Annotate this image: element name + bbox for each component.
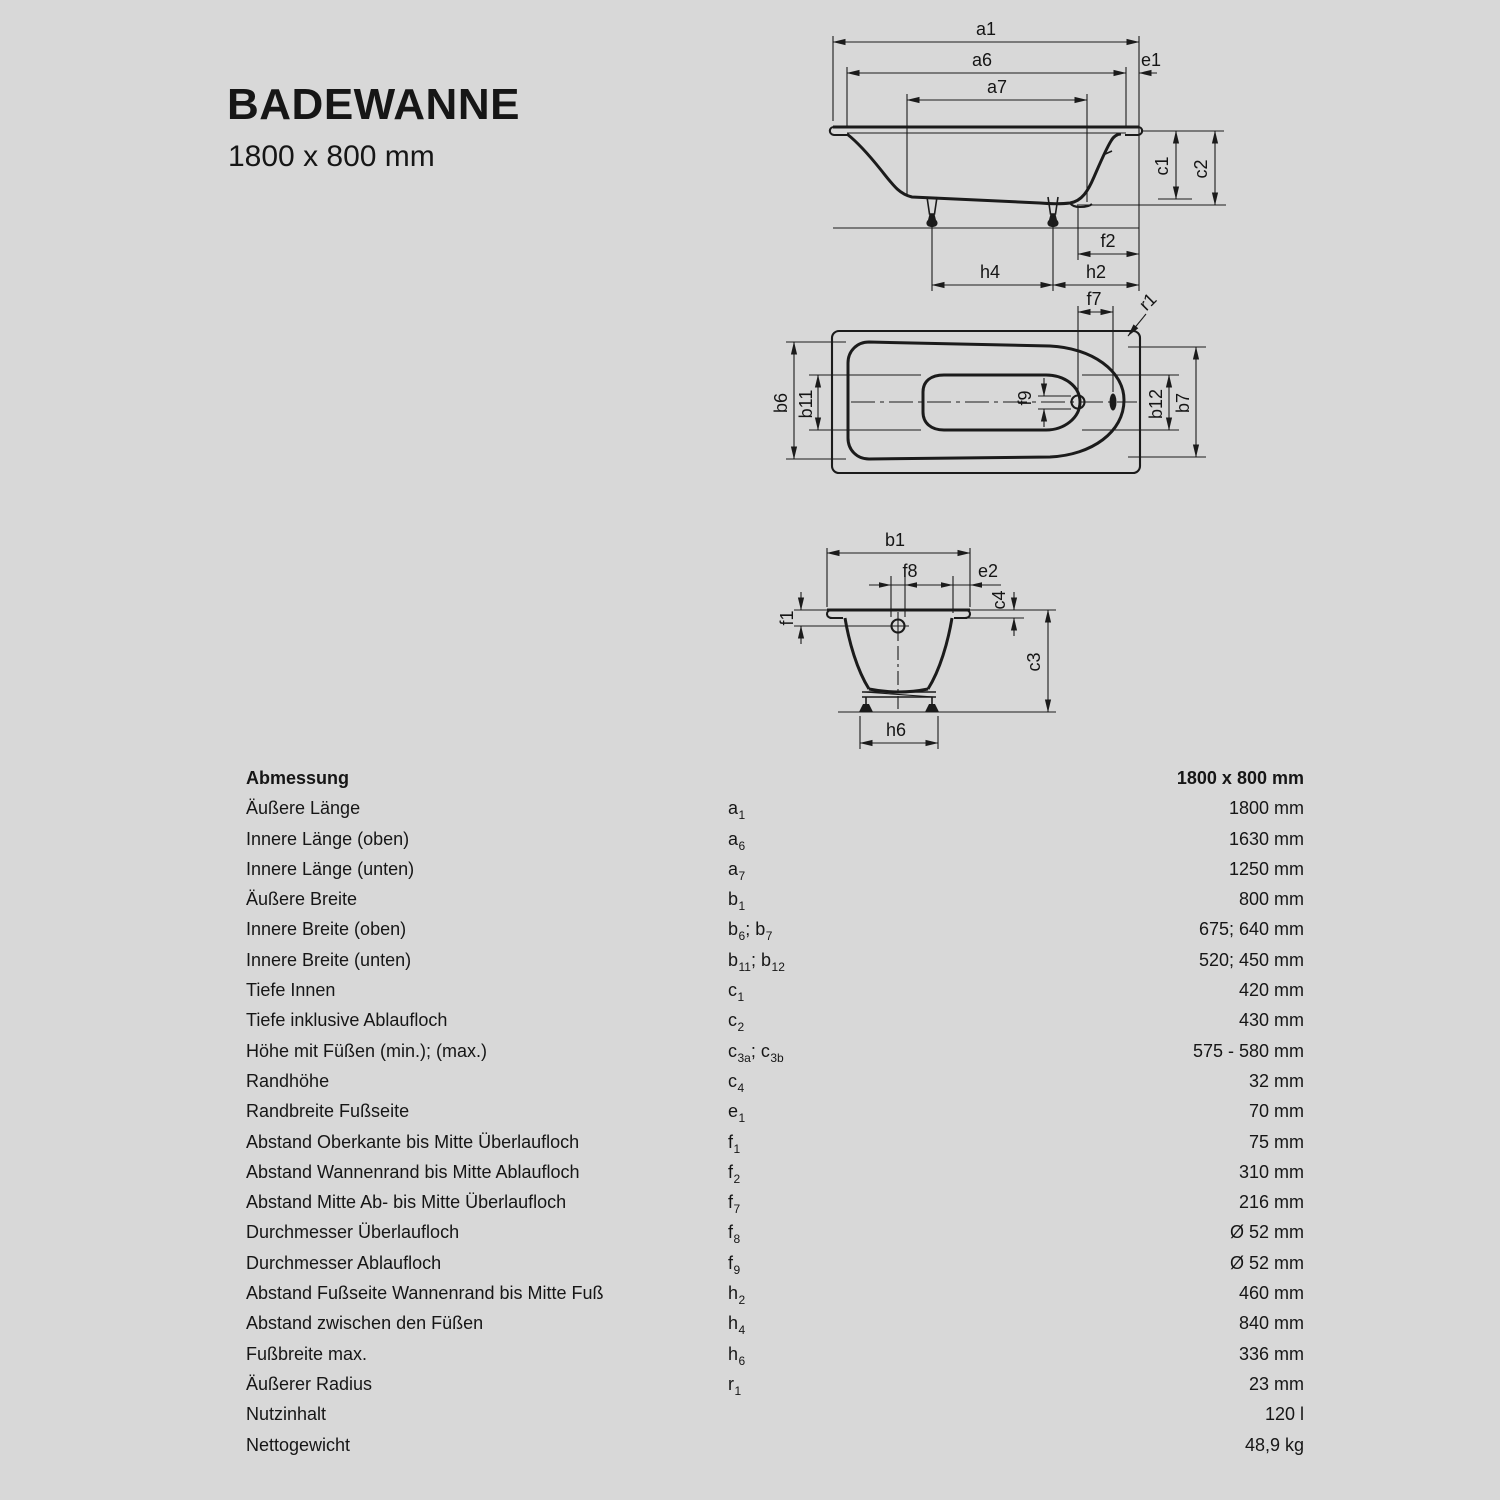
- table-row: [246, 1127, 1304, 1157]
- row-value: 23 mm: [1248, 1373, 1304, 1394]
- row-symbol: $c_4$: [728, 1070, 745, 1095]
- table-row: [246, 1278, 1304, 1308]
- row-symbol: $b_6$; $b_7$: [728, 919, 773, 944]
- row-label: Tiefe inklusive Ablaufloch: [246, 1010, 448, 1031]
- row-symbol: [728, 1430, 968, 1460]
- tub-foot: [925, 704, 939, 712]
- row-label: Abstand zwischen den Füßen: [246, 1313, 484, 1334]
- header-spacer: [728, 763, 968, 793]
- row-label: Durchmesser Ablaufloch: [246, 1252, 442, 1273]
- row-label: Innere Breite (unten): [246, 949, 412, 970]
- dim-label-f8: f8: [902, 561, 918, 581]
- dim-label-a1: a1: [975, 19, 997, 39]
- row-symbol: $f_9$: [728, 1252, 741, 1277]
- tub-wall-right: [928, 618, 952, 689]
- dim-label-f2: f2: [1100, 231, 1116, 251]
- table-row: [246, 1217, 1304, 1247]
- header-label: Abmessung: [246, 768, 350, 788]
- row-symbol: $f_7$: [728, 1192, 741, 1217]
- row-value: 840 mm: [1238, 1313, 1304, 1334]
- row-label: Innere Länge (oben): [246, 828, 410, 849]
- row-label: Abstand Wannenrand bis Mitte Ablaufloch: [246, 1161, 580, 1182]
- row-value: 430 mm: [1238, 1010, 1304, 1031]
- spec-table: [246, 763, 1304, 1460]
- row-label: Nettogewicht: [246, 1434, 351, 1455]
- row-symbol: $f_2$: [728, 1161, 741, 1186]
- dim-label-b12: b12: [1146, 388, 1166, 420]
- dim-label-b11: b11: [796, 389, 816, 419]
- row-symbol: $e_1$: [728, 1101, 746, 1126]
- row-value: 520; 450 mm: [1198, 949, 1304, 970]
- row-value: 575 - 580 mm: [1192, 1040, 1304, 1061]
- row-symbol: $h_2$: [728, 1283, 746, 1308]
- row-symbol: $a_7$: [728, 858, 746, 883]
- row-symbol: $r_1$: [728, 1373, 742, 1398]
- row-label: Äußerer Radius: [246, 1373, 373, 1394]
- dim-label-h2: h2: [1085, 262, 1107, 282]
- row-value: 675; 640 mm: [1198, 919, 1304, 940]
- row-symbol: $h_4$: [728, 1313, 746, 1338]
- dim-label-e2: e2: [977, 561, 999, 581]
- row-value: 460 mm: [1238, 1283, 1304, 1304]
- table-row: [246, 1157, 1304, 1187]
- row-value: 120 l: [1264, 1404, 1304, 1425]
- row-symbol: $a_1$: [728, 798, 746, 823]
- row-label: Nutzinhalt: [246, 1404, 327, 1425]
- spec-table-header: [246, 763, 1304, 793]
- row-label: Höhe mit Füßen (min.); (max.): [246, 1040, 488, 1061]
- page-title: BADEWANNE: [227, 80, 520, 129]
- row-value: 336 mm: [1238, 1343, 1304, 1364]
- row-label: Innere Breite (oben): [246, 919, 407, 940]
- row-symbol: $b_{11}$; $b_{12}$: [728, 949, 785, 974]
- dim-label-f7: f7: [1086, 289, 1102, 309]
- row-symbol: $f_1$: [728, 1131, 741, 1156]
- page-subtitle: 1800 x 800 mm: [228, 140, 435, 173]
- row-label: Abstand Fußseite Wannenrand bis Mitte Fuß: [246, 1283, 604, 1304]
- table-row: [246, 1430, 1304, 1460]
- row-label: Äußere Breite: [246, 889, 358, 910]
- row-label: Randbreite Fußseite: [246, 1101, 410, 1122]
- dim-label-c1: c1: [1152, 156, 1172, 176]
- dim-label-b1: b1: [884, 530, 906, 550]
- row-value: 310 mm: [1238, 1161, 1304, 1182]
- spec-table-rows: [246, 793, 1304, 1460]
- dim-label-f1: f1: [777, 610, 797, 626]
- row-value: 420 mm: [1238, 980, 1304, 1001]
- row-symbol: [728, 1399, 968, 1429]
- dim-label-f9: f9: [1015, 390, 1035, 406]
- row-symbol: $h_6$: [728, 1343, 746, 1368]
- table-row: [246, 945, 1304, 975]
- table-row: [246, 975, 1304, 1005]
- dim-label-c2: c2: [1191, 159, 1211, 179]
- dim-label-b7: b7: [1173, 392, 1193, 414]
- row-value: 1630 mm: [1228, 828, 1304, 849]
- row-value: 800 mm: [1238, 889, 1304, 910]
- row-symbol: $b_1$: [728, 889, 746, 914]
- row-label: Innere Länge (unten): [246, 858, 415, 879]
- row-label: Randhöhe: [246, 1070, 330, 1091]
- row-label: Durchmesser Überlaufloch: [246, 1222, 460, 1243]
- row-symbol: $f_8$: [728, 1222, 741, 1247]
- row-value: Ø 52 mm: [1229, 1252, 1304, 1273]
- table-row: [246, 1066, 1304, 1096]
- tub-wall-left: [845, 618, 869, 689]
- dim-label-c4: c4: [989, 590, 1009, 610]
- tub-profile: [847, 134, 1121, 204]
- table-row: [246, 1399, 1304, 1429]
- row-symbol: $a_6$: [728, 828, 746, 853]
- table-row: [246, 1187, 1304, 1217]
- overflow-hole-mark: [1110, 394, 1117, 411]
- table-row: [246, 854, 1304, 884]
- row-symbol: $c_2$: [728, 1010, 745, 1035]
- dim-label-a7: a7: [986, 77, 1008, 97]
- row-symbol: $c_{3a}$; $c_{3b}$: [728, 1040, 784, 1065]
- row-value: 1250 mm: [1228, 858, 1304, 879]
- table-row: [246, 793, 1304, 823]
- row-value: 70 mm: [1248, 1101, 1304, 1122]
- header-value: 1800 x 800 mm: [1176, 768, 1304, 788]
- end-view-diagram: [777, 530, 1056, 749]
- dim-label-b6: b6: [771, 392, 791, 414]
- technical-drawing: [750, 0, 1310, 780]
- side-view-diagram: [830, 19, 1226, 291]
- tub-foot: [859, 704, 873, 712]
- table-row: [246, 884, 1304, 914]
- dim-label-e1: e1: [1140, 50, 1162, 70]
- row-value: 48,9 kg: [1244, 1434, 1304, 1455]
- row-label: Tiefe Innen: [246, 980, 336, 1001]
- top-view-diagram: [771, 289, 1206, 473]
- table-row: [246, 824, 1304, 854]
- row-value: 216 mm: [1238, 1192, 1304, 1213]
- dim-label-r1: r1: [1135, 289, 1161, 315]
- row-label: Abstand Oberkante bis Mitte Überlaufloch: [246, 1131, 580, 1152]
- dim-label-a6: a6: [971, 50, 993, 70]
- row-label: Fußbreite max.: [246, 1343, 368, 1364]
- table-row: [246, 1339, 1304, 1369]
- table-row: [246, 1005, 1304, 1035]
- table-row: [246, 1096, 1304, 1126]
- row-label: Äußere Länge: [246, 798, 361, 819]
- row-value: Ø 52 mm: [1229, 1222, 1304, 1243]
- row-symbol: $c_1$: [728, 980, 745, 1005]
- row-value: 75 mm: [1248, 1131, 1304, 1152]
- table-row: [246, 1248, 1304, 1278]
- dim-label-h4: h4: [979, 262, 1001, 282]
- dim-label-h6: h6: [885, 720, 907, 740]
- table-row: [246, 1036, 1304, 1066]
- row-label: Abstand Mitte Ab- bis Mitte Überlaufloch: [246, 1192, 567, 1213]
- table-row: [246, 1308, 1304, 1338]
- dim-label-c3: c3: [1024, 652, 1044, 672]
- tub-inner-rim: [848, 342, 1124, 459]
- row-value: 32 mm: [1248, 1070, 1304, 1091]
- table-row: [246, 1369, 1304, 1399]
- row-value: 1800 mm: [1228, 798, 1304, 819]
- table-row: [246, 914, 1304, 944]
